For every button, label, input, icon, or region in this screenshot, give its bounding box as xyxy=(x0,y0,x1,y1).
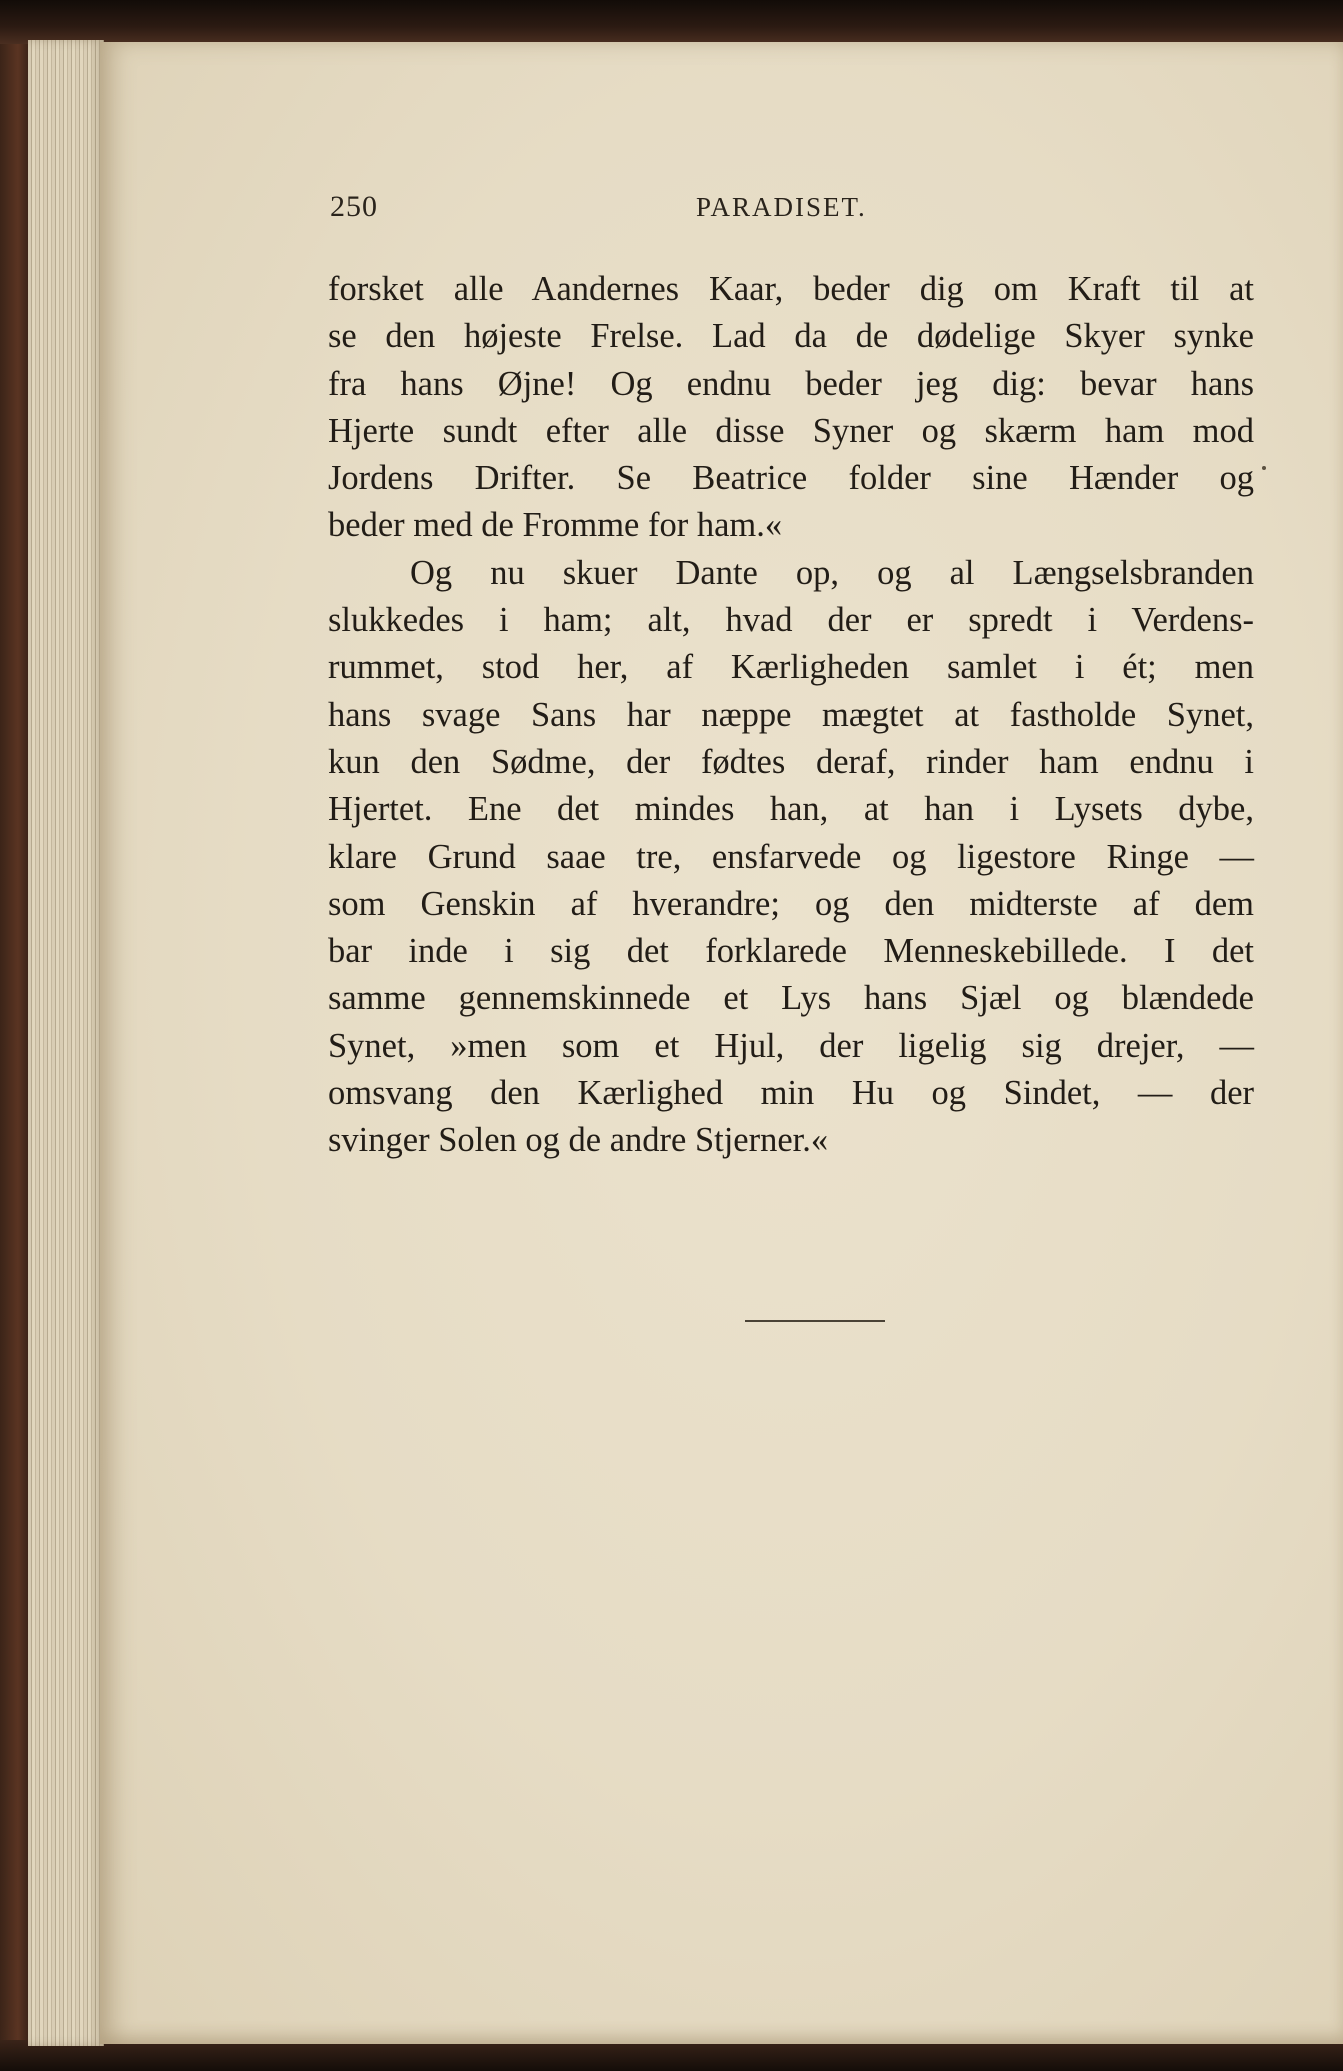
margin-mark xyxy=(1262,466,1266,470)
text-line: Hjertet. Ene det mindes han, at han i Lysets dybe, xyxy=(328,790,1254,829)
text-line: slukkedes i ham; alt, hvad der er spredt i Verdens- xyxy=(328,601,1254,640)
text-line: rummet, stod her, af Kærligheden samlet i ét; men xyxy=(328,648,1254,687)
text-line: Jordens Drifter. Se Beatrice folder sine Hænder og xyxy=(328,459,1254,498)
text-line: som Genskin af hverandre; og den midterste af dem xyxy=(328,884,1254,923)
text-line: hans svage Sans har næppe mægtet at fastholde Synet, xyxy=(328,695,1254,734)
cover-bottom-edge xyxy=(0,2040,1343,2071)
text-line: omsvang den Kærlighed min Hu og Sindet, — der xyxy=(328,1074,1254,1113)
section-end-rule xyxy=(745,1320,885,1322)
text-line: Og nu skuer Dante op, og al Længselsbranden xyxy=(410,553,1254,592)
text-line: svinger Solen og de andre Stjerner.« xyxy=(328,1121,829,1160)
text-line: beder med de Fromme for ham.« xyxy=(328,506,783,545)
text-line: samme gennemskinnede et Lys hans Sjæl og blændede xyxy=(328,979,1254,1018)
text-line: fra hans Øjne! Og endnu beder jeg dig: bevar hans xyxy=(328,364,1254,403)
page-edges xyxy=(28,40,104,2046)
running-head: PARADISET. xyxy=(696,192,867,222)
text-line: Hjerte sundt efter alle disse Syner og skærm ham mod xyxy=(328,411,1254,450)
text-line: forsket alle Aandernes Kaar, beder dig om Kraft til at xyxy=(328,270,1254,308)
body-text xyxy=(328,266,1254,1165)
text-line: klare Grund saae tre, ensfarvede og ligestore Ringe — xyxy=(328,837,1254,876)
page-number: 250 xyxy=(330,190,378,223)
cover-top-edge xyxy=(0,0,1343,44)
text-line: se den højeste Frelse. Lad da de dødelige Skyer synke xyxy=(328,317,1254,356)
text-line: kun den Sødme, der fødtes deraf, rinder ham endnu i xyxy=(328,742,1254,781)
text-line: bar inde i sig det forklarede Menneskebillede. I det xyxy=(328,932,1254,971)
text-line: Synet, »men som et Hjul, der ligelig sig drejer, — xyxy=(328,1026,1254,1065)
